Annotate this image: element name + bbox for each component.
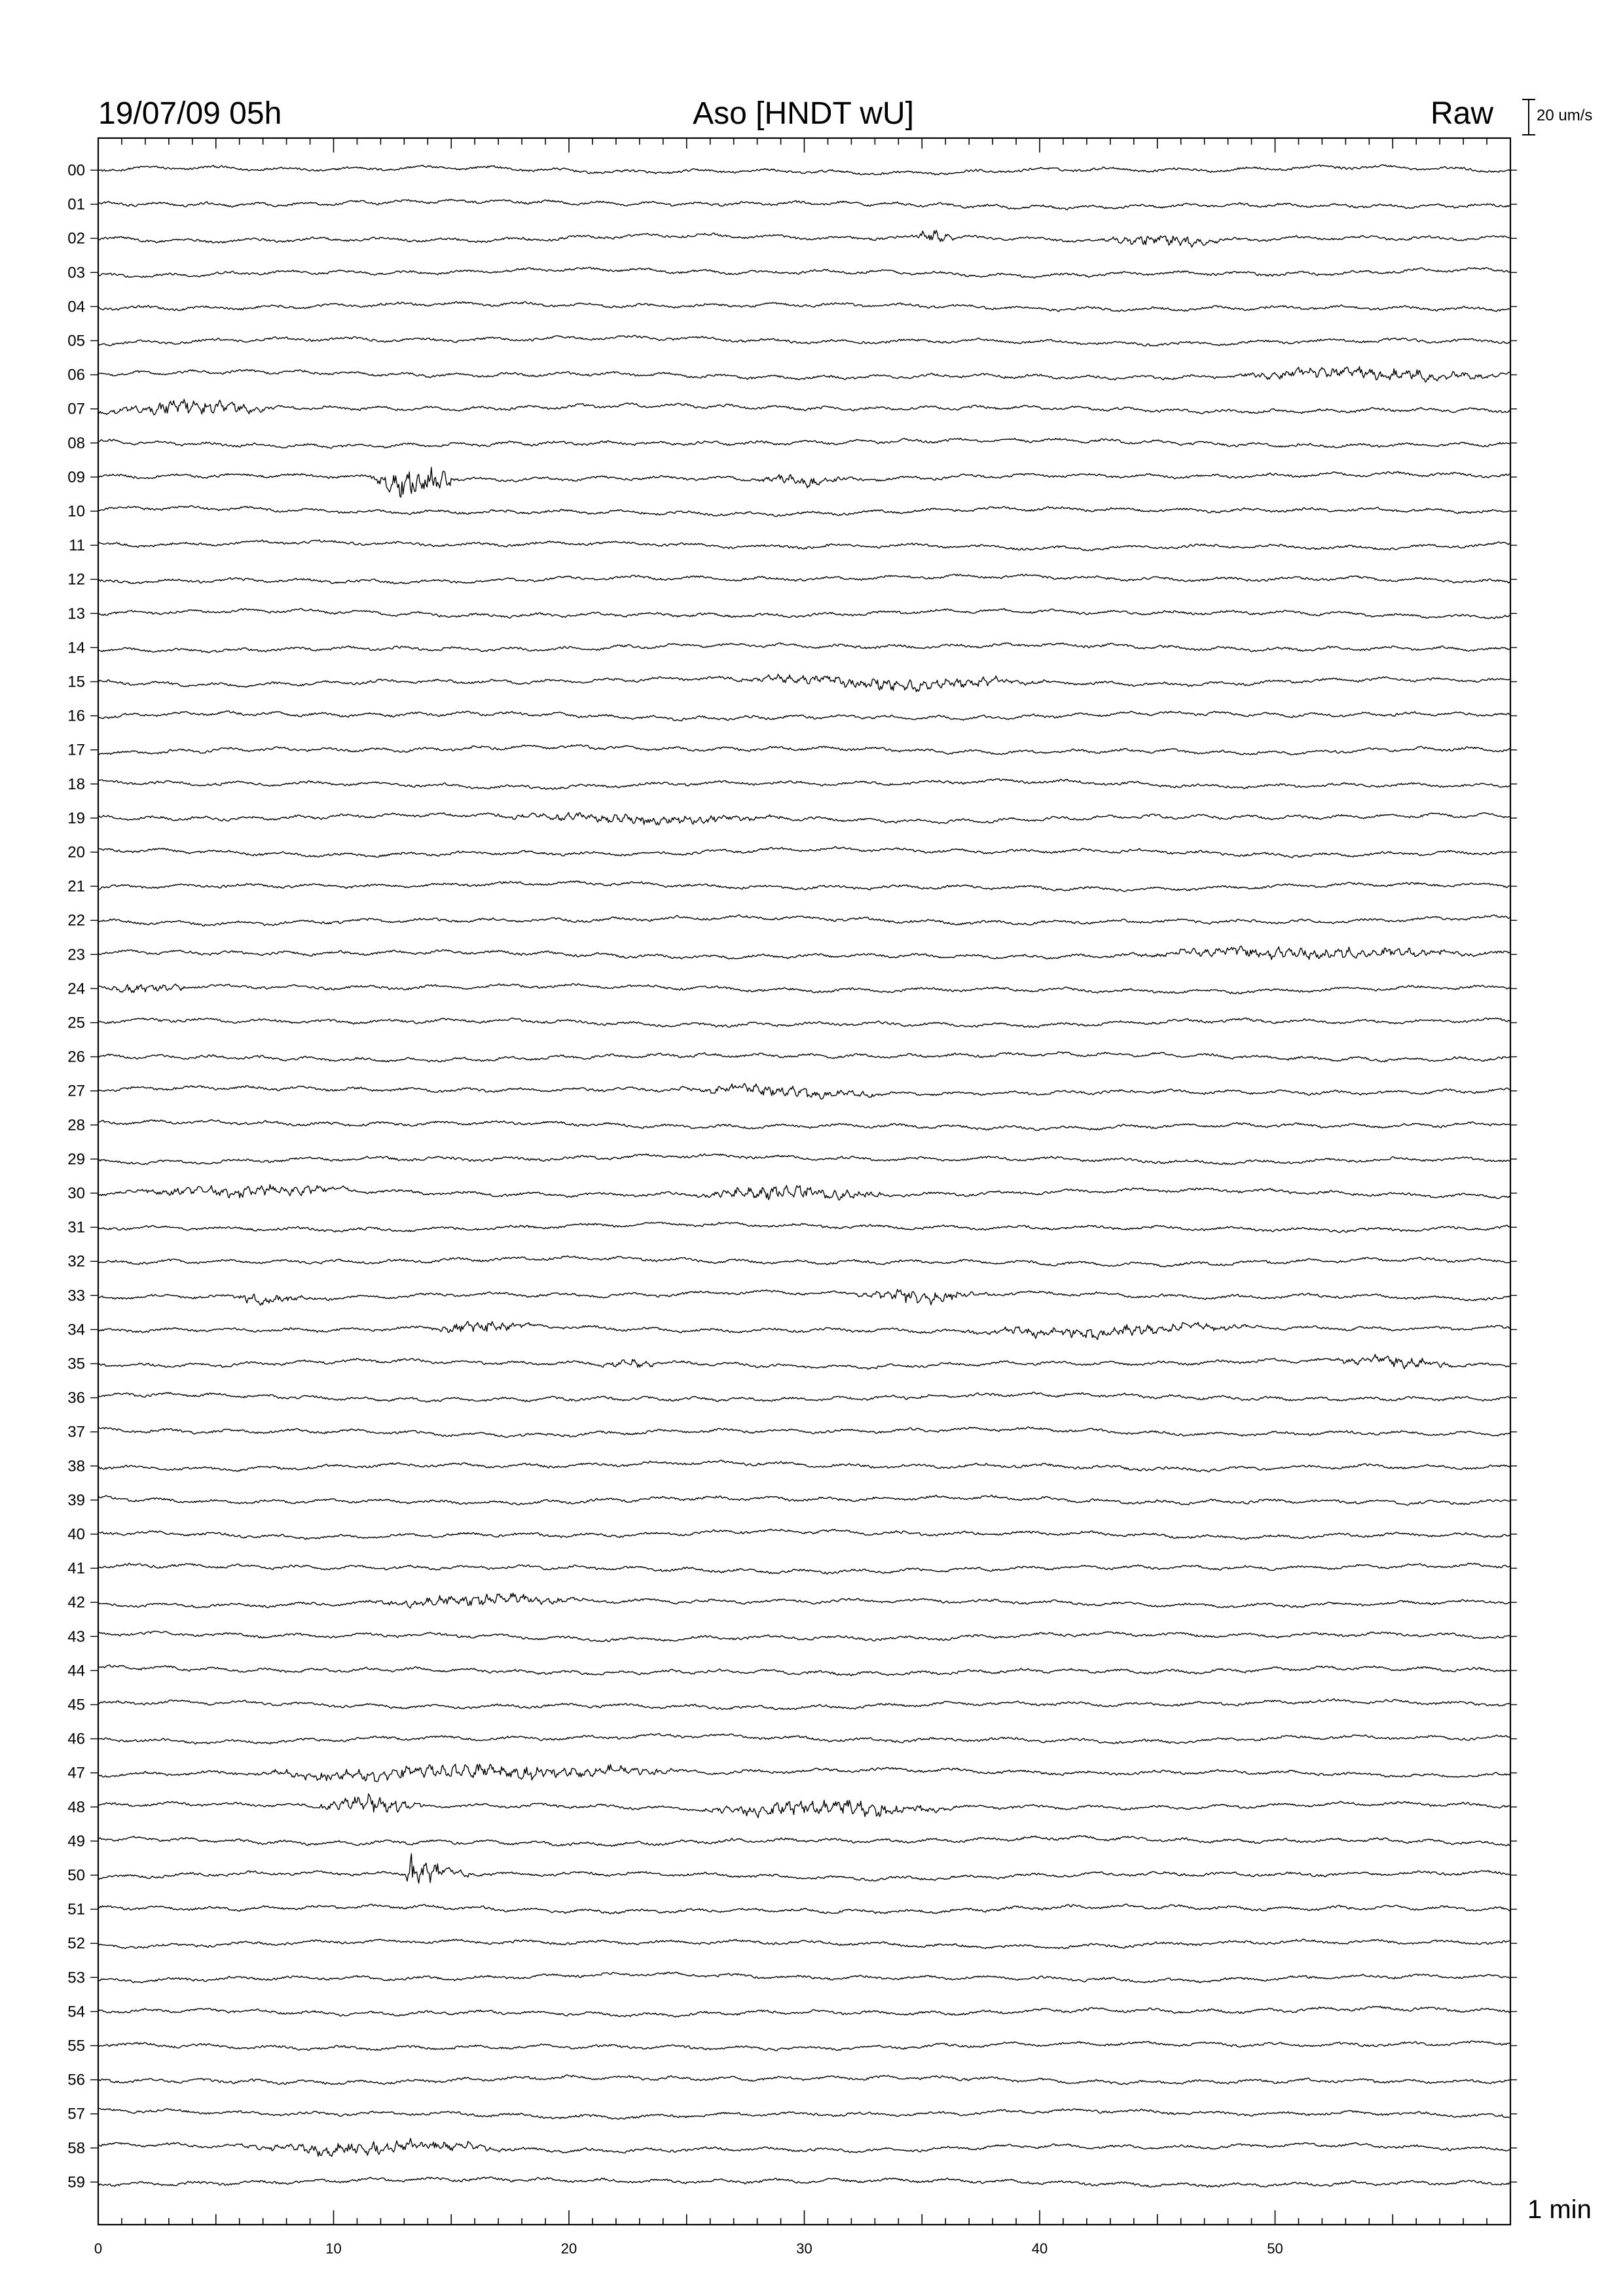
seismic-trace-row <box>98 745 1510 755</box>
seismic-trace-row <box>98 1733 1510 1744</box>
time-axis-ticks <box>98 138 1510 2225</box>
hour-row-label: 29 <box>67 1150 85 1168</box>
seismic-trace-row <box>98 200 1510 210</box>
seismic-trace-row <box>98 2075 1510 2085</box>
hour-row-label: 44 <box>67 1662 85 1680</box>
x-tick-label: 10 <box>325 2240 342 2257</box>
hour-row-label: 17 <box>67 741 85 759</box>
seismic-trace-row <box>98 1529 1510 1539</box>
seismic-trace-row <box>98 1321 1510 1340</box>
seismic-trace-row <box>98 1289 1510 1305</box>
hour-row-label: 24 <box>67 980 85 998</box>
hour-row-label: 40 <box>67 1526 85 1543</box>
hour-row-label: 05 <box>67 332 85 350</box>
hour-row-label: 23 <box>67 946 85 964</box>
hour-row-label: 55 <box>67 2037 85 2055</box>
hour-row-label: 39 <box>67 1491 85 1509</box>
hour-row-label: 38 <box>67 1457 85 1475</box>
seismic-trace-row <box>98 267 1510 278</box>
seismic-trace-row <box>98 711 1510 721</box>
hour-row-label: 58 <box>67 2139 85 2157</box>
hour-row-label: 01 <box>67 196 85 214</box>
seismic-trace-row <box>98 302 1510 312</box>
hour-row-label: 51 <box>67 1901 85 1919</box>
hour-row-label: 00 <box>67 162 85 179</box>
hour-row-labels <box>67 162 1517 2191</box>
hour-row-label: 48 <box>67 1798 85 1816</box>
seismic-trace-row <box>98 2109 1510 2120</box>
x-axis-unit-label: 1 min <box>1527 2195 1592 2224</box>
hour-row-label: 30 <box>67 1185 85 1202</box>
hour-row-label: 42 <box>67 1594 85 1612</box>
seismic-trace-row <box>98 1052 1510 1062</box>
seismic-trace-row <box>98 1427 1510 1437</box>
seismic-trace-row <box>98 609 1510 619</box>
hour-row-label: 11 <box>69 537 85 555</box>
hour-row-label: 36 <box>67 1389 85 1407</box>
seismic-trace-row <box>98 1972 1510 1982</box>
seismic-trace-row <box>98 674 1510 692</box>
hour-row-label: 12 <box>67 571 85 589</box>
seismic-trace-row <box>98 1593 1510 1608</box>
hour-row-label: 37 <box>67 1423 85 1441</box>
hour-row-label: 52 <box>67 1935 85 1953</box>
seismic-trace-row <box>98 1354 1510 1369</box>
seismic-trace-row <box>98 946 1510 960</box>
seismic-trace-row <box>98 1154 1510 1164</box>
seismic-trace-row <box>98 230 1510 247</box>
seismic-trace-row <box>98 439 1510 449</box>
x-tick-label: 40 <box>1031 2240 1048 2257</box>
seismic-trace-row <box>98 1120 1510 1131</box>
seismic-trace-row <box>98 984 1510 994</box>
seismic-trace-row <box>98 847 1510 858</box>
hour-row-label: 09 <box>67 468 85 486</box>
hour-row-label: 45 <box>67 1696 85 1714</box>
seismic-trace-row <box>98 1665 1510 1676</box>
seismic-trace-row <box>98 1256 1510 1267</box>
seismic-trace-row <box>98 1018 1510 1027</box>
x-tick-label: 30 <box>796 2240 812 2257</box>
hour-row-label: 56 <box>67 2071 85 2089</box>
seismic-trace-row <box>98 399 1510 415</box>
x-tick-label: 50 <box>1267 2240 1283 2257</box>
hour-row-label: 03 <box>67 264 85 282</box>
seismic-trace-row <box>98 336 1510 346</box>
seismic-trace-row <box>98 1495 1510 1505</box>
seismic-trace-row <box>98 505 1510 516</box>
hour-row-label: 13 <box>67 605 85 623</box>
scale-bar-label: 20 um/s <box>1537 107 1593 124</box>
hour-row-label: 16 <box>67 707 85 725</box>
seismic-trace-row <box>98 165 1510 175</box>
seismic-trace-row <box>98 915 1510 926</box>
seismic-trace-row <box>98 2041 1510 2051</box>
hour-row-label: 50 <box>67 1867 85 1884</box>
seismic-trace-row <box>98 1222 1510 1232</box>
x-tick-labels <box>94 2240 1283 2257</box>
date-hour-label: 19/07/09 05h <box>98 96 282 131</box>
seismic-trace-row <box>98 779 1510 790</box>
hour-row-label: 35 <box>67 1355 85 1373</box>
hour-row-label: 32 <box>67 1253 85 1271</box>
hour-row-label: 14 <box>67 639 85 657</box>
seismic-trace-row <box>98 643 1510 653</box>
hour-row-label: 59 <box>67 2173 85 2191</box>
hour-row-label: 49 <box>67 1832 85 1850</box>
hour-row-label: 31 <box>67 1219 85 1237</box>
hour-row-label: 10 <box>67 503 85 520</box>
hour-row-label: 57 <box>67 2105 85 2123</box>
seismic-trace-row <box>98 1083 1510 1099</box>
hour-row-label: 28 <box>67 1116 85 1134</box>
hour-row-label: 46 <box>67 1730 85 1748</box>
seismic-trace-row <box>98 1939 1510 1949</box>
seismic-trace-row <box>98 367 1510 382</box>
seismic-trace-row <box>98 1563 1510 1574</box>
hour-row-label: 06 <box>67 366 85 384</box>
hour-row-label: 43 <box>67 1628 85 1646</box>
seismic-trace-row <box>98 540 1510 551</box>
seismic-traces <box>98 165 1510 2187</box>
seismic-trace-row <box>98 1460 1510 1472</box>
station-title: Aso [HNDT wU] <box>693 96 914 131</box>
seismic-trace-row <box>98 1854 1510 1883</box>
seismic-trace-row <box>98 467 1510 497</box>
hour-row-label: 15 <box>67 673 85 691</box>
hour-row-label: 08 <box>67 434 85 452</box>
hour-row-label: 07 <box>67 400 85 418</box>
hour-row-label: 26 <box>67 1048 85 1066</box>
hour-row-label: 02 <box>67 230 85 248</box>
hour-row-label: 20 <box>67 844 85 861</box>
x-tick-label: 0 <box>94 2240 103 2257</box>
hour-row-label: 47 <box>67 1764 85 1782</box>
seismic-trace-row <box>98 1764 1510 1782</box>
hour-row-label: 53 <box>67 1969 85 1987</box>
plot-frame <box>98 138 1510 2225</box>
seismic-trace-row <box>98 1794 1510 1818</box>
hour-row-label: 54 <box>67 2003 85 2021</box>
seismic-trace-row <box>98 1392 1510 1402</box>
seismic-trace-row <box>98 2177 1510 2187</box>
hour-row-label: 34 <box>67 1321 85 1339</box>
hour-row-label: 27 <box>67 1082 85 1100</box>
seismic-trace-row <box>98 1185 1510 1200</box>
seismic-trace-row <box>98 1699 1510 1710</box>
seismic-trace-row <box>98 1631 1510 1641</box>
seismic-trace-row <box>98 2006 1510 2017</box>
hour-row-label: 41 <box>67 1560 85 1578</box>
hour-row-label: 19 <box>67 809 85 827</box>
seismic-trace-row <box>98 574 1510 584</box>
seismic-trace-row <box>98 881 1510 891</box>
seismic-trace-row <box>98 2138 1510 2157</box>
hour-row-label: 33 <box>67 1287 85 1305</box>
hour-row-label: 04 <box>67 298 85 316</box>
hour-row-label: 18 <box>67 775 85 793</box>
scale-bar <box>1522 99 1535 135</box>
seismic-trace-row <box>98 812 1510 825</box>
seismic-trace-row <box>98 1904 1510 1914</box>
hour-row-label: 25 <box>67 1014 85 1032</box>
seismic-trace-row <box>98 1835 1510 1846</box>
hour-row-label: 21 <box>67 878 85 896</box>
hour-row-label: 22 <box>67 912 85 930</box>
x-tick-label: 20 <box>560 2240 577 2257</box>
